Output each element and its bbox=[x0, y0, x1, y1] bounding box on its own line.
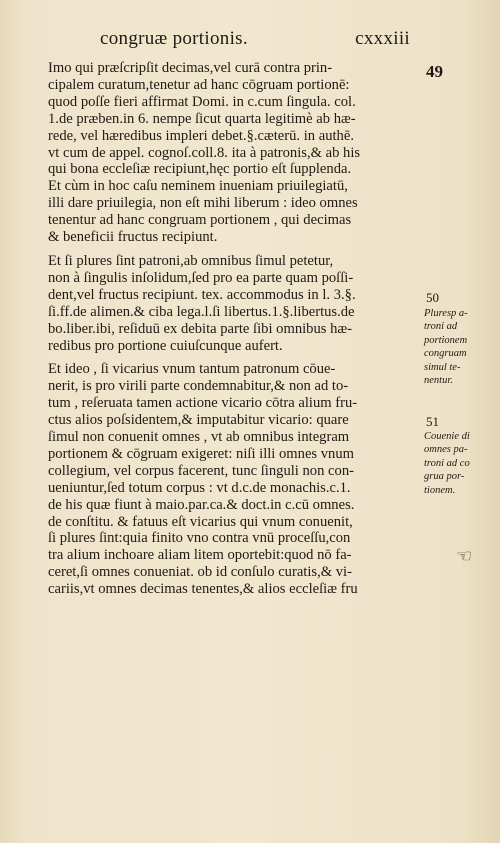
marginal-note-2 bbox=[424, 430, 494, 497]
paragraph-1 bbox=[48, 60, 420, 246]
text-line: ctus alios poſsidentem,& imputabitur vicario: quare bbox=[48, 412, 349, 429]
text-line: qui bona eccleſiæ recipiunt,hęc portio eſt ſupplenda. bbox=[48, 161, 352, 178]
marginal-note-line: portionem bbox=[424, 334, 468, 346]
marginal-note-1 bbox=[424, 307, 494, 387]
paragraph-2 bbox=[48, 253, 420, 354]
marginal-note-line: troni ad bbox=[424, 321, 458, 333]
marginal-note-line: tionem. bbox=[424, 484, 456, 496]
text-line: rede, vel hæredibus impleri debet.§.cæterū. in authē. bbox=[48, 127, 354, 144]
running-header bbox=[100, 28, 410, 50]
marginal-note-line: Pluresp a- bbox=[424, 308, 468, 319]
text-line: de his quæ fiunt à maio.par.ca.& doct.in c.cū omnes. bbox=[48, 496, 355, 513]
text-line: cariis,vt omnes decimas tenentes,& alios eccleſiæ fru bbox=[48, 581, 358, 598]
marginal-note-line: simul te- bbox=[424, 361, 461, 373]
text-line: ueniuntur,ſed totum corpus : vt d.c.de monachis.c.1. bbox=[48, 479, 351, 496]
marginal-note-line: nentur. bbox=[424, 375, 453, 387]
manicule-icon: ☜ bbox=[456, 546, 473, 566]
text-line: quod poſſe fieri affirmat Domi. in c.cum ſingula. col. bbox=[48, 93, 356, 110]
marginal-number-50: 50 bbox=[426, 290, 439, 305]
text-line: dent,vel fructus recipiunt. tex. accommodus in l. 3.§. bbox=[48, 286, 356, 303]
text-line: Et ideo , ſi vicarius vnum tantum patronum cōue- bbox=[48, 361, 336, 378]
text-line: vt cum de appel. cognoſ.coll.8. ita à patronis,& ab his bbox=[48, 144, 361, 161]
text-line: redibus pro portione cuiuſcunque aufert. bbox=[48, 337, 283, 354]
text-line: tra alium inchoare aliam litem oportebit:quod nō fa- bbox=[48, 547, 352, 564]
marginal-number-51: 51 bbox=[426, 414, 439, 429]
text-line: & beneficii fructus recipiunt. bbox=[48, 229, 218, 246]
paragraph-3 bbox=[48, 361, 420, 598]
text-line: Et cùm in hoc caſu neminem inueniam priuilegiatū, bbox=[48, 178, 348, 195]
text-line: ſi plures ſint:quia finito vno contra vnū proceſſu,con bbox=[48, 530, 351, 547]
text-line: tenentur ad hanc congruam portionem , qui decimas bbox=[48, 212, 352, 229]
text-line: Et ſi plures ſint patroni,ab omnibus ſimul petetur, bbox=[48, 252, 334, 269]
marginal-note-line: congruam bbox=[424, 348, 467, 360]
text-line: ceret,ſi omnes conueniat. ob id conſulo curatis,& vi- bbox=[48, 564, 352, 581]
text-line: ſi.ff.de alimen.& ciba lega.l.ſi libertus.1.§.libertus.de bbox=[48, 303, 355, 320]
text-line: Imo qui præſcripſit decimas,vel curā contra prin- bbox=[48, 60, 333, 76]
marginal-note-line: troni ad co bbox=[424, 457, 470, 469]
marginal-number-49: 49 bbox=[426, 62, 443, 81]
text-line: nerit, is pro virili parte condemnabitur,& non ad to- bbox=[48, 378, 349, 395]
marginal-note-line: Couenie di bbox=[424, 431, 470, 442]
main-text-block bbox=[48, 60, 420, 598]
running-title: congruæ portionis. bbox=[100, 28, 248, 49]
text-line: 1.de præben.in 6. nempe ſicut quarta legitimè ab hæ- bbox=[48, 110, 356, 127]
text-line: ſimul non conuenit omnes , vt ab omnibus integram bbox=[48, 429, 350, 446]
text-line: portionem & cōgruam exigeret: niſi illi omnes vnum bbox=[48, 445, 355, 462]
text-line: tum , reſeruata tamen actione vicario cōtra alium fru- bbox=[48, 395, 358, 412]
text-line: non à ſingulis inſolidum,ſed pro ea parte quam poſſi- bbox=[48, 269, 354, 286]
text-line: illi dare priuilegia, non eſt mihi liberum : ideo omnes bbox=[48, 195, 358, 212]
marginal-note-line: omnes pa- bbox=[424, 444, 468, 456]
text-line: bo.liber.ibi, reſiduū ex debita parte ſibi omnibus hæ- bbox=[48, 320, 352, 337]
text-line: collegium, vel corpus facerent, tunc ſinguli non con- bbox=[48, 462, 354, 479]
text-line: de conſtitu. & fatuus eſt vicarius qui vnum conuenit, bbox=[48, 513, 353, 530]
marginal-note-line: grua por- bbox=[424, 471, 465, 483]
text-line: cipalem curatum,tenetur ad hanc cōgruam portionē: bbox=[48, 76, 350, 93]
folio-number: cxxxiii bbox=[355, 28, 410, 49]
